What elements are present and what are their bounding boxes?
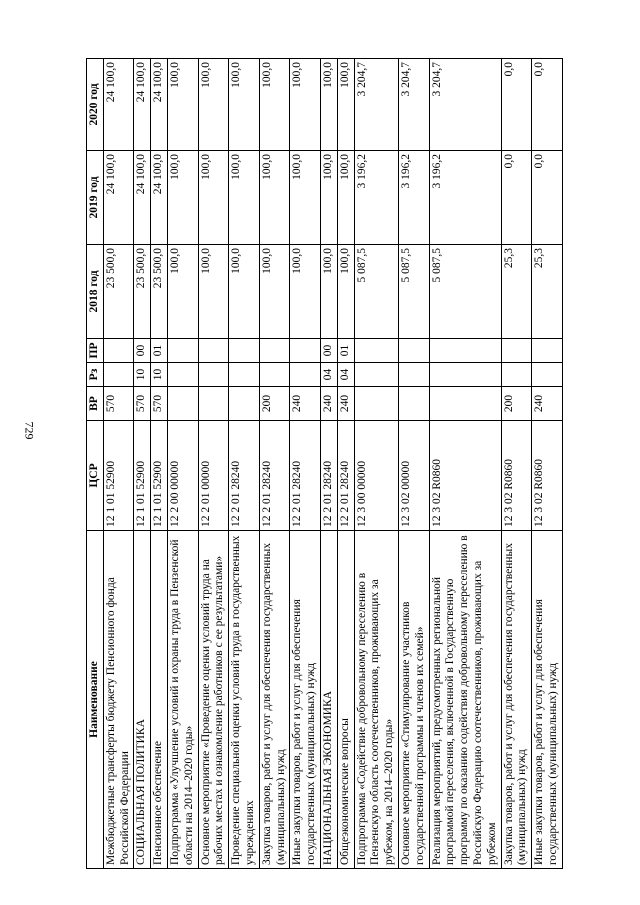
cell-vr [429,387,501,421]
cell-rz: 10 [134,363,151,387]
cell-rz: 04 [320,363,337,387]
cell-2020: 100,0 [320,59,337,151]
cell-2018: 5 087,5 [354,245,398,339]
table-row [229,59,260,869]
cell-csr: 12 2 01 28240 [320,421,337,531]
cell-vr [398,387,429,421]
cell-2020: 24 100,0 [134,59,151,151]
cell-2020: 3 204,7 [398,59,429,151]
cell-2018: 23 500,0 [134,245,151,339]
cell-2019: 0,0 [501,151,532,245]
cell-pr: 00 [320,339,337,363]
cell-name: Реализация мероприятий, предусмотренных региональной программой переселения, включенной в Государственную программу по оказанию содействия добровольному переселению в Российскую Федерацию соотечественников, проживающих за рубежом [429,531,501,869]
cell-2019: 100,0 [259,151,290,245]
table-row [167,59,198,869]
cell-vr [167,387,198,421]
cell-rz [167,363,198,387]
cell-vr: 570 [103,387,134,421]
table-row [320,59,337,869]
cell-2020: 100,0 [290,59,321,151]
cell-2020: 3 204,7 [354,59,398,151]
table-row [429,59,501,869]
cell-name: Подпрограмма «Улучшение условий и охраны труда в Пензенской области на 2014–2020 годы» [167,531,198,869]
cell-pr [501,339,532,363]
cell-vr: 240 [532,387,563,421]
header-2020: 2020 год [87,59,104,151]
cell-name: Пенсионное обеспечение [151,531,168,869]
table-body [103,59,562,869]
cell-2019: 0,0 [532,151,563,245]
cell-name: Межбюджетные трансферты бюджету Пенсионного фонда Российской Федерации [103,531,134,869]
cell-rz [429,363,501,387]
cell-2020: 100,0 [167,59,198,151]
cell-name: Иные закупки товаров, работ и услуг для обеспечения государственных (муниципальных) нужд [290,531,321,869]
cell-2018: 23 500,0 [151,245,168,339]
cell-2020: 0,0 [501,59,532,151]
cell-pr [259,339,290,363]
table-row [151,59,168,869]
cell-rz [398,363,429,387]
cell-2018: 5 087,5 [429,245,501,339]
cell-pr [198,339,229,363]
cell-vr: 240 [290,387,321,421]
cell-2018: 100,0 [337,245,354,339]
cell-2019: 3 196,2 [354,151,398,245]
table-row [259,59,290,869]
cell-2019: 24 100,0 [134,151,151,245]
cell-name: НАЦИОНАЛЬНАЯ ЭКОНОМИКА [320,531,337,869]
cell-2018: 23 500,0 [103,245,134,339]
cell-name: Закупка товаров, работ и услуг для обеспечения государственных (муниципальных) нужд [259,531,290,869]
cell-name: СОЦИАЛЬНАЯ ПОЛИТИКА [134,531,151,869]
cell-csr: 12 1 01 52900 [134,421,151,531]
cell-rz [354,363,398,387]
table-row [398,59,429,869]
cell-pr [290,339,321,363]
cell-rz [198,363,229,387]
cell-2019: 100,0 [229,151,260,245]
cell-2020: 100,0 [337,59,354,151]
cell-csr: 12 2 01 28240 [290,421,321,531]
cell-csr: 12 2 01 00000 [198,421,229,531]
header-vr: ВР [87,387,104,421]
cell-2019: 24 100,0 [151,151,168,245]
cell-csr: 12 3 02 R0860 [532,421,563,531]
header-name: Наименование [87,531,104,869]
cell-2018: 25,3 [501,245,532,339]
cell-pr [398,339,429,363]
cell-2020: 100,0 [259,59,290,151]
cell-csr: 12 2 01 28240 [229,421,260,531]
cell-pr [354,339,398,363]
cell-name: Подпрограмма «Содействие добровольному переселению в Пензенскую область соотечественников, проживающих за рубежом, на 2014–2020 годы» [354,531,398,869]
cell-rz [501,363,532,387]
cell-name: Основное мероприятие «Проведение оценки условий труда на рабочих местах и ознакомление работников с ее результатами» [198,531,229,869]
cell-vr [354,387,398,421]
cell-2019: 3 196,2 [429,151,501,245]
cell-csr: 12 1 01 52900 [103,421,134,531]
cell-pr [167,339,198,363]
cell-csr: 12 3 00 00000 [354,421,398,531]
rotated-table-container [86,59,601,869]
cell-pr: 01 [151,339,168,363]
cell-csr: 12 3 02 R0860 [501,421,532,531]
cell-rz [103,363,134,387]
cell-name: Закупка товаров, работ и услуг для обеспечения государственных (муниципальных) нужд [501,531,532,869]
cell-2019: 24 100,0 [103,151,134,245]
cell-csr: 12 2 00 00000 [167,421,198,531]
header-rz: Рз [87,363,104,387]
cell-vr [198,387,229,421]
cell-2018: 100,0 [290,245,321,339]
table-row [134,59,151,869]
cell-csr: 12 2 01 28240 [337,421,354,531]
cell-2020: 100,0 [229,59,260,151]
cell-rz [290,363,321,387]
cell-2018: 100,0 [229,245,260,339]
cell-vr: 570 [134,387,151,421]
cell-name: Общеэкономические вопросы [337,531,354,869]
cell-2020: 24 100,0 [103,59,134,151]
header-pr: ПР [87,339,104,363]
table-row [198,59,229,869]
cell-2019: 100,0 [198,151,229,245]
cell-vr [229,387,260,421]
table-row [354,59,398,869]
header-2018: 2018 год [87,245,104,339]
table-row [290,59,321,869]
cell-2018: 100,0 [167,245,198,339]
cell-rz [229,363,260,387]
cell-vr: 200 [501,387,532,421]
header-2019: 2019 год [87,151,104,245]
cell-2020: 0,0 [532,59,563,151]
budget-table [86,58,563,869]
cell-2020: 3 204,7 [429,59,501,151]
cell-rz [532,363,563,387]
cell-name: Иные закупки товаров, работ и услуг для обеспечения государственных (муниципальных) нужд [532,531,563,869]
table-row [532,59,563,869]
cell-rz: 10 [151,363,168,387]
cell-2018: 5 087,5 [398,245,429,339]
cell-pr [103,339,134,363]
cell-2019: 100,0 [337,151,354,245]
cell-csr: 12 3 02 R0860 [429,421,501,531]
cell-rz [259,363,290,387]
cell-name: Проведение специальной оценки условий труда в государственных учреждениях [229,531,260,869]
cell-csr: 12 2 01 28240 [259,421,290,531]
cell-csr: 12 1 01 52900 [151,421,168,531]
cell-2019: 100,0 [167,151,198,245]
cell-2018: 100,0 [198,245,229,339]
table-row [337,59,354,869]
cell-2018: 25,3 [532,245,563,339]
cell-pr [429,339,501,363]
cell-pr: 00 [134,339,151,363]
table-row [103,59,134,869]
cell-pr [229,339,260,363]
cell-2019: 100,0 [290,151,321,245]
cell-2019: 100,0 [320,151,337,245]
cell-2020: 24 100,0 [151,59,168,151]
cell-name: Основное мероприятие «Стимулирование участников государственной программы и членов их семей» [398,531,429,869]
table-header-row [87,59,104,869]
cell-vr: 240 [337,387,354,421]
cell-2020: 100,0 [198,59,229,151]
cell-2018: 100,0 [320,245,337,339]
table-row [501,59,532,869]
cell-pr [532,339,563,363]
cell-vr: 570 [151,387,168,421]
cell-csr: 12 3 02 00000 [398,421,429,531]
cell-vr: 240 [320,387,337,421]
cell-rz: 04 [337,363,354,387]
header-csr: ЦСР [87,421,104,531]
cell-2018: 100,0 [259,245,290,339]
cell-2019: 3 196,2 [398,151,429,245]
cell-vr: 200 [259,387,290,421]
cell-pr: 01 [337,339,354,363]
page-number: 729 [22,421,37,440]
